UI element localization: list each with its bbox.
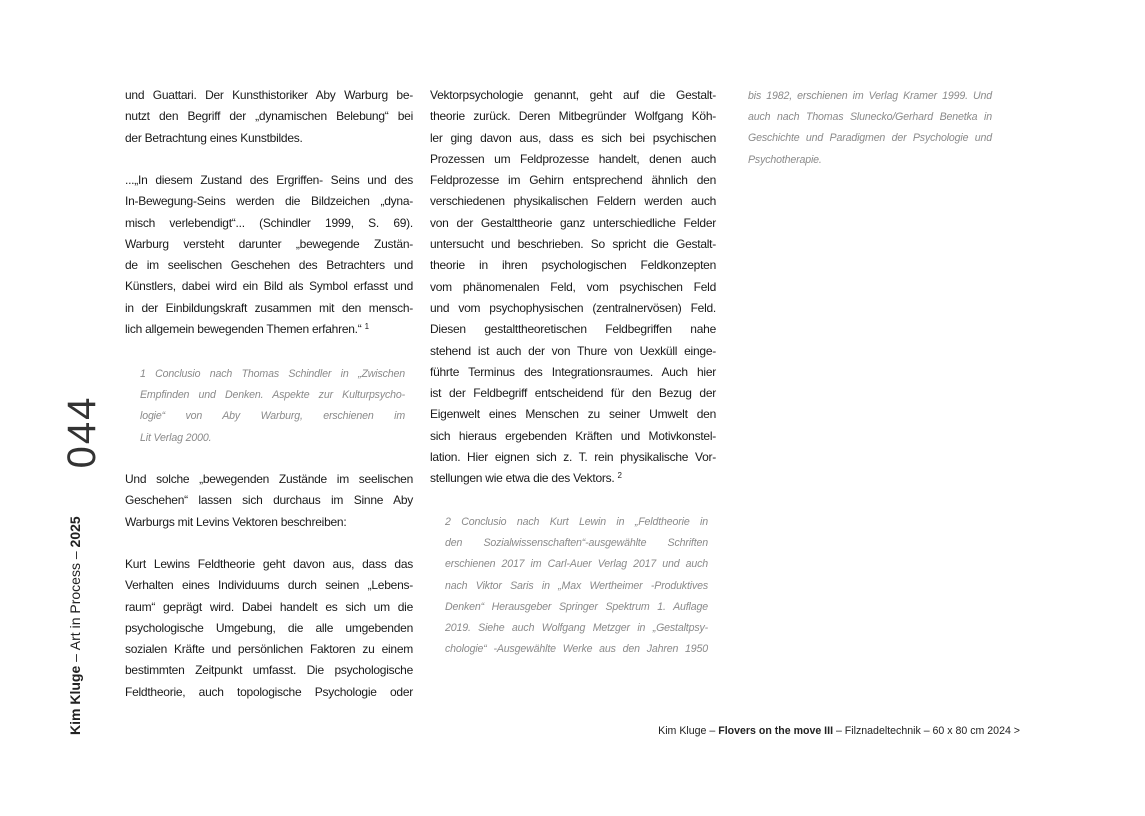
line-text: ler ging davon aus, dass es sich bei psychischen bbox=[430, 130, 716, 145]
text-line bbox=[445, 576, 708, 597]
line-text: 2 Conclusio nach Kurt Lewin in „Feldtheorie in bbox=[445, 516, 708, 528]
text-line bbox=[430, 234, 716, 255]
line-text: 2019. Siehe auch Wolfgang Metzger in „Gestaltpsy- bbox=[445, 621, 708, 634]
text-line bbox=[430, 319, 716, 340]
footnote-marker[interactable]: 2 bbox=[617, 471, 622, 481]
text-line bbox=[430, 341, 716, 362]
text-line bbox=[430, 383, 716, 404]
text-line bbox=[140, 406, 405, 427]
line-text: den Sozialwissenschaften“-ausgewählte Schriften bbox=[445, 537, 708, 550]
line-text: 1 Conclusio nach Thomas Schindler in „Zwischen bbox=[140, 368, 405, 380]
text-line bbox=[125, 660, 413, 681]
line-text: Geschichte und Paradigmen der Psychologie und bbox=[748, 132, 992, 145]
text-line bbox=[430, 128, 716, 149]
text-line bbox=[445, 554, 708, 575]
line-text: in der Einbildungskraft zusammen mit den mensch- bbox=[125, 300, 413, 315]
line-text: bis 1982, erschienen im Verlag Kramer 1999. Und bbox=[748, 90, 992, 102]
line-text: stehend ist auch der von Thure von Uexküll einge- bbox=[430, 343, 716, 358]
line-text: Denken“ Herausgeber Springer Spektrum 1. Auflage bbox=[445, 600, 708, 613]
spine-year: 2025 bbox=[67, 516, 83, 548]
line-text: lich allgemein bewegenden Themen erfahren.“ bbox=[125, 322, 362, 337]
text-line bbox=[430, 213, 716, 234]
text-line bbox=[125, 639, 413, 660]
text-line bbox=[125, 554, 413, 575]
line-text: Kurt Lewins Feldtheorie geht davon aus, dass das bbox=[125, 557, 413, 571]
line-text: theorie in ihren psychologischen Feldkonzepten bbox=[430, 258, 716, 273]
text-line bbox=[125, 255, 413, 276]
line-text: Empfinden und Denken. Aspekte zur Kulturpsycho- bbox=[140, 389, 405, 402]
line-text: ist der Feldbegriff entscheidend für den Bezug der bbox=[430, 386, 716, 401]
line-text: verschiedenen physikalischen Feldern werden auch bbox=[430, 194, 716, 209]
spine-series: Art in Process bbox=[67, 563, 83, 651]
text-line bbox=[430, 426, 716, 447]
text-line bbox=[125, 575, 413, 596]
line-text: von der Gestalttheorie ganz unterschiedliche Felder bbox=[430, 215, 716, 230]
line-text: Feldtheorie, auch topologische Psychologie oder bbox=[125, 684, 413, 699]
text-line bbox=[430, 170, 716, 191]
text-line bbox=[445, 639, 708, 660]
text-line bbox=[125, 191, 413, 212]
text-line bbox=[430, 404, 716, 425]
text-line bbox=[125, 490, 413, 511]
text-line bbox=[125, 128, 413, 149]
text-line bbox=[430, 149, 716, 170]
text-line bbox=[125, 597, 413, 618]
next-page-link[interactable]: > bbox=[1010, 725, 1020, 737]
line-text: Geschehen“ lassen sich durchaus im Sinne Aby bbox=[125, 493, 413, 508]
text-line bbox=[445, 533, 708, 554]
text-line bbox=[125, 85, 413, 106]
footer-title: Flovers on the move III bbox=[718, 725, 834, 737]
text-line bbox=[125, 469, 413, 490]
text-line bbox=[430, 362, 716, 383]
line-text: logie“ von Aby Warburg, erschienen im bbox=[140, 410, 405, 423]
line-text: stellungen wie etwa die des Vektors. bbox=[430, 471, 615, 486]
line-text: auch nach Thomas Slunecko/Gerhard Benetka in bbox=[748, 111, 992, 124]
text-line bbox=[125, 298, 413, 319]
text-line bbox=[445, 618, 708, 639]
line-text: bestimmten Zeitpunkt umfasst. Die psychologische bbox=[125, 663, 413, 678]
spine-sep: – bbox=[67, 650, 83, 666]
paragraph bbox=[125, 469, 413, 533]
text-line bbox=[430, 468, 716, 489]
spine-title bbox=[67, 516, 83, 735]
line-text: sich hieraus ergebenden Kräften und Motivkonstel- bbox=[430, 428, 716, 443]
text-line bbox=[430, 85, 716, 106]
text-line bbox=[748, 150, 992, 171]
text-line bbox=[748, 128, 992, 149]
text-line bbox=[140, 385, 405, 406]
line-text: lation. Hier eignen sich z. T. rein physikalische Vor- bbox=[430, 450, 716, 465]
line-text: Warburgs mit Levins Vektoren beschreiben: bbox=[125, 514, 347, 529]
line-text: Lit Verlag 2000. bbox=[140, 431, 212, 444]
line-text: Prozessen um Feldprozesse handelt, denen auch bbox=[430, 151, 716, 166]
line-text: misch verlebendigt“... (Schindler 1999, S. 69). bbox=[125, 215, 413, 230]
footer-caption bbox=[658, 725, 1020, 737]
text-line bbox=[125, 213, 413, 234]
paragraph bbox=[125, 170, 413, 340]
text-line bbox=[748, 107, 992, 128]
text-line bbox=[140, 428, 405, 449]
spine-author: Kim Kluge bbox=[67, 665, 83, 735]
line-text: vom phänomenalen Feld, vom psychischen Feld bbox=[430, 279, 716, 294]
line-text: Diesen gestalttheoretischen Feldbegriffen nahe bbox=[430, 322, 716, 337]
text-line bbox=[445, 597, 708, 618]
footnote-marker[interactable]: 1 bbox=[364, 322, 369, 332]
line-text: chologie“ -Ausgewählte Werke aus den Jahren 1950 bbox=[445, 643, 708, 656]
text-line bbox=[125, 276, 413, 297]
line-text: nach Viktor Saris in „Max Wertheimer -Produktives bbox=[445, 579, 708, 592]
line-text: Eigenwelt eines Menschen zu seiner Umwelt den bbox=[430, 407, 716, 422]
text-line bbox=[125, 682, 413, 703]
line-text: der Betrachtung eines Kunstbildes. bbox=[125, 130, 303, 145]
line-text: Künstlers, dabei wird ein Bild als Symbol erfasst und bbox=[125, 279, 413, 294]
text-line bbox=[125, 234, 413, 255]
line-text: untersucht und beschrieben. So spricht die Gestalt- bbox=[430, 237, 716, 252]
line-text: raum“ geprägt wird. Dabei handelt es sich um die bbox=[125, 599, 413, 614]
page-number: 044 bbox=[60, 395, 104, 469]
text-line bbox=[430, 277, 716, 298]
text-line bbox=[125, 106, 413, 127]
line-text: Vektorpsychologie genannt, geht auf die Gestalt- bbox=[430, 88, 716, 102]
line-text: ...„In diesem Zustand des Ergriffen- Seins und des bbox=[125, 173, 413, 187]
line-text: Und solche „bewegenden Zustände im seelischen bbox=[125, 472, 413, 486]
text-line bbox=[430, 255, 716, 276]
text-line bbox=[125, 319, 413, 340]
paragraph bbox=[125, 85, 413, 149]
line-text: erschienen 2017 im Carl-Auer Verlag 2017 und auch bbox=[445, 558, 708, 571]
text-line bbox=[125, 170, 413, 191]
text-line bbox=[430, 298, 716, 319]
footnote bbox=[748, 86, 992, 171]
line-text: nutzt den Begriff der „dynamischen Belebung“ bei bbox=[125, 109, 413, 124]
line-text: Feldprozesse im Gehirn entsprechend ähnlich den bbox=[430, 173, 716, 188]
line-text: sozialen Kräfte und persönlichen Faktoren zu einem bbox=[125, 642, 413, 657]
line-text: Warburg versteht darunter „bewegende Zustän- bbox=[125, 236, 413, 251]
footnote bbox=[445, 512, 708, 660]
line-text: In-Bewegung-Seins werden die Bildzeichen „dyna- bbox=[125, 194, 413, 209]
text-line bbox=[445, 512, 708, 533]
line-text: führte Terminus des Integrationsraumes. Auch hier bbox=[430, 364, 716, 379]
text-line bbox=[430, 447, 716, 468]
paragraph bbox=[430, 85, 716, 490]
paragraph bbox=[125, 554, 413, 703]
line-text: Verhalten eines Individuums durch seinen „Lebens- bbox=[125, 578, 413, 593]
text-line bbox=[748, 86, 992, 107]
footer-details: – Filznadeltechnik – 60 x 80 cm 2024 bbox=[833, 725, 1011, 737]
text-line bbox=[125, 512, 413, 533]
line-text: psychologische Umgebung, die alle umgebenden bbox=[125, 620, 413, 635]
line-text: theorie zurück. Deren Mitbegründer Wolfgang Köh- bbox=[430, 109, 716, 124]
text-line bbox=[140, 364, 405, 385]
text-line bbox=[430, 191, 716, 212]
line-text: und vom psychophysischen (zentralnervösen) Feld. bbox=[430, 300, 716, 315]
line-text: Psychotherapie. bbox=[748, 153, 822, 166]
footer-artist: Kim Kluge bbox=[658, 725, 707, 737]
footnote bbox=[140, 364, 405, 449]
text-line bbox=[430, 106, 716, 127]
text-line bbox=[125, 618, 413, 639]
footer-sep: – bbox=[706, 725, 719, 737]
spine-sep: – bbox=[67, 547, 83, 564]
line-text: und Guattari. Der Kunsthistoriker Aby Warburg be- bbox=[125, 88, 413, 102]
line-text: de im seelischen Geschehen des Betrachters und bbox=[125, 258, 413, 273]
